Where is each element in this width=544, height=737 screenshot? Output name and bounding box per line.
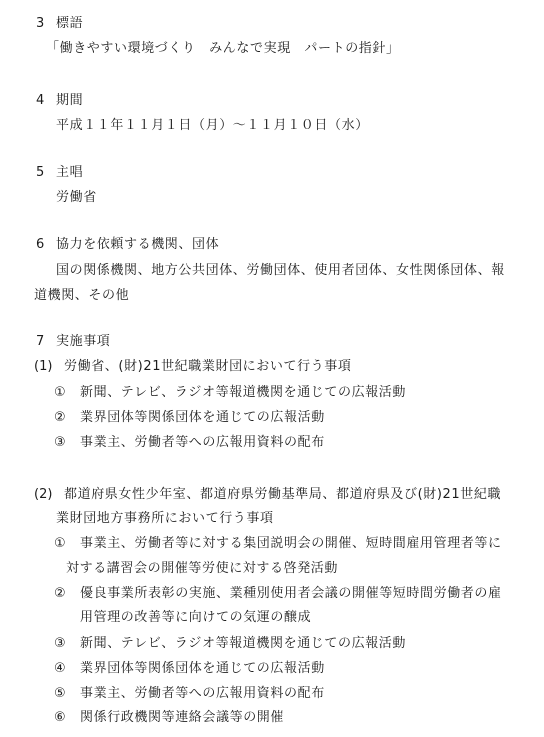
sub2-item-6-line-1: 関係行政機関等連絡会議等の開催: [80, 710, 285, 725]
sub2-item-3-mark: ③: [54, 636, 66, 651]
section-6-heading: 協力を依頼する機関、団体: [56, 237, 220, 252]
section-6-number: 6: [36, 237, 45, 252]
section-5-number: 5: [36, 165, 45, 180]
sub2-label: (2): [34, 487, 53, 502]
sub2-item-2-line-1: 優良事業所表彰の実施、業種別使用者会議の開催等短時間労働者の雇: [80, 586, 502, 601]
sub1-item-1-mark: ①: [54, 385, 66, 400]
sub1-label: (1): [34, 359, 53, 374]
section-3-body-line-1: 「働きやすい環境づくり みんなで実現 パートの指針」: [46, 41, 400, 56]
section-4-body-line-1: 平成１１年１１月１日（月）～１１月１０日（水）: [56, 118, 369, 133]
sub2-item-6-mark: ⑥: [54, 710, 66, 725]
sub2-title-line-2: 業財団地方事務所において行う事項: [56, 511, 274, 526]
section-7-heading: 実施事項: [56, 334, 111, 349]
sub2-item-5-mark: ⑤: [54, 686, 66, 701]
sub1-item-2-mark: ②: [54, 410, 66, 425]
section-6-body-line-2: 道機関、その他: [34, 288, 130, 303]
sub1-item-2-line-1: 業界団体等関係団体を通じての広報活動: [80, 410, 325, 425]
section-5-heading: 主唱: [56, 165, 84, 180]
section-7-number: 7: [36, 334, 45, 349]
sub2-title-line-1: 都道府県女性少年室、都道府県労働基準局、都道府県及び(財)21世紀職: [64, 487, 502, 502]
section-5-body-line-1: 労働省: [56, 190, 97, 205]
sub2-item-1-mark: ①: [54, 536, 66, 551]
sub1-title: 労働省、(財)21世紀職業財団において行う事項: [64, 359, 352, 374]
sub1-item-3-line-1: 事業主、労働者等への広報用資料の配布: [80, 435, 325, 450]
sub2-item-4-line-1: 業界団体等関係団体を通じての広報活動: [80, 661, 325, 676]
sub1-item-3-mark: ③: [54, 435, 66, 450]
sub2-item-1-line-1: 事業主、労働者等に対する集団説明会の開催、短時間雇用管理者等に: [80, 536, 502, 551]
sub2-item-1-line-2: 対する講習会の開催等労使に対する啓発活動: [66, 561, 339, 576]
section-3-number: 3: [36, 16, 45, 31]
section-6-body-line-1: 国の関係機関、地方公共団体、労働団体、使用者団体、女性関係団体、報: [56, 263, 505, 278]
section-4-number: 4: [36, 93, 45, 108]
section-4-heading: 期間: [56, 93, 84, 108]
sub1-item-1-line-1: 新聞、テレビ、ラジオ等報道機関を通じての広報活動: [80, 385, 407, 400]
sub2-item-5-line-1: 事業主、労働者等への広報用資料の配布: [80, 686, 325, 701]
sub2-item-3-line-1: 新聞、テレビ、ラジオ等報道機関を通じての広報活動: [80, 636, 407, 651]
section-3-heading: 標語: [56, 16, 84, 31]
sub2-item-2-mark: ②: [54, 586, 66, 601]
sub2-item-4-mark: ④: [54, 661, 66, 676]
sub2-item-2-line-2: 用管理の改善等に向けての気運の醸成: [80, 610, 312, 625]
